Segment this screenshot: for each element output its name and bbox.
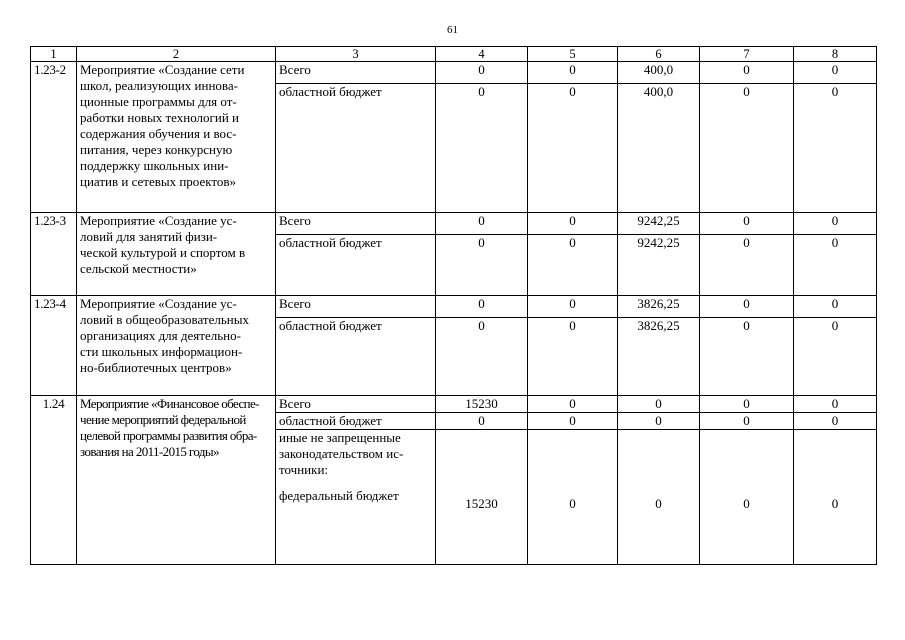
value-cell: 0 <box>700 84 794 213</box>
source-label: областной бюджет <box>276 84 436 213</box>
value-cell: 0 <box>794 62 877 84</box>
value-cell: 0 <box>794 235 877 296</box>
header-cell: 6 <box>618 47 700 62</box>
row-name: Мероприятие «Создание сети школ, реализующих иннова- ционные программы для от- работки новых технологий и содержания обучения и вос- питания, через конкурсную поддержку школьных ини- циатив и сетевых проектов» <box>77 62 276 213</box>
table-row <box>31 396 877 413</box>
source-label: областной бюджет <box>276 413 436 430</box>
source-label: Всего <box>276 296 436 318</box>
header-cell: 2 <box>77 47 276 62</box>
value-cell: 9242,25 <box>618 213 700 235</box>
value-cell: 15230 <box>436 396 528 413</box>
value-cell: 0 <box>794 430 877 565</box>
value-cell: 0 <box>436 213 528 235</box>
value-cell: 0 <box>436 62 528 84</box>
value-cell: 0 <box>618 396 700 413</box>
value-cell: 0 <box>436 318 528 396</box>
value-cell: 0 <box>528 318 618 396</box>
value-cell: 0 <box>700 213 794 235</box>
value-cell: 0 <box>528 413 618 430</box>
value-cell: 0 <box>794 84 877 213</box>
table-row <box>31 62 877 84</box>
value-cell: 0 <box>794 296 877 318</box>
value-cell: 0 <box>528 430 618 565</box>
value-cell: 0 <box>700 62 794 84</box>
value-cell: 0 <box>794 396 877 413</box>
value-cell: 3826,25 <box>618 296 700 318</box>
value-cell: 0 <box>794 318 877 396</box>
table-row <box>31 296 877 318</box>
row-code: 1.23-3 <box>31 213 77 296</box>
value-cell: 0 <box>700 235 794 296</box>
value-cell: 0 <box>794 213 877 235</box>
source-label: областной бюджет <box>276 235 436 296</box>
header-cell: 7 <box>700 47 794 62</box>
value-cell: 0 <box>436 84 528 213</box>
value-cell: 9242,25 <box>618 235 700 296</box>
value-cell: 0 <box>700 430 794 565</box>
value-cell: 3826,25 <box>618 318 700 396</box>
row-name: Мероприятие «Финансовое обеспе- чение мероприятий федеральной целевой программы развития обра- зования на 2011-2015 годы» <box>77 396 276 565</box>
header-cell: 3 <box>276 47 436 62</box>
row-name: Мероприятие «Создание ус- ловий в общеобразовательных организациях для деятельно- сти школьных информацион- но-библиотечных центров» <box>77 296 276 396</box>
header-cell: 5 <box>528 47 618 62</box>
row-code: 1.23-4 <box>31 296 77 396</box>
value-cell: 0 <box>700 318 794 396</box>
value-cell: 0 <box>528 84 618 213</box>
value-cell: 0 <box>618 413 700 430</box>
value-cell: 0 <box>436 235 528 296</box>
source-label: иные не запрещенные законодательством ис- точники: федеральный бюджет <box>276 430 436 565</box>
header-cell: 4 <box>436 47 528 62</box>
value-cell: 0 <box>436 413 528 430</box>
budget-table <box>30 46 877 565</box>
value-cell: 0 <box>618 430 700 565</box>
value-cell: 0 <box>528 296 618 318</box>
value-cell: 15230 <box>436 430 528 565</box>
value-cell: 400,0 <box>618 84 700 213</box>
header-cell: 8 <box>794 47 877 62</box>
value-cell: 0 <box>794 413 877 430</box>
header-row <box>31 47 877 62</box>
value-cell: 0 <box>700 296 794 318</box>
row-code: 1.23-2 <box>31 62 77 213</box>
value-cell: 0 <box>528 213 618 235</box>
row-name: Мероприятие «Создание ус- ловий для занятий физи- ческой культурой и спортом в сельской местности» <box>77 213 276 296</box>
value-cell: 0 <box>436 296 528 318</box>
source-label: Всего <box>276 213 436 235</box>
value-cell: 0 <box>528 396 618 413</box>
value-cell: 0 <box>700 413 794 430</box>
value-cell: 0 <box>528 62 618 84</box>
source-label: Всего <box>276 396 436 413</box>
value-cell: 0 <box>700 396 794 413</box>
row-code: 1.24 <box>31 396 77 565</box>
value-cell: 0 <box>528 235 618 296</box>
source-label: областной бюджет <box>276 318 436 396</box>
page-number: 61 <box>447 24 458 36</box>
source-label: Всего <box>276 62 436 84</box>
value-cell: 400,0 <box>618 62 700 84</box>
table-row <box>31 213 877 235</box>
header-cell: 1 <box>31 47 77 62</box>
